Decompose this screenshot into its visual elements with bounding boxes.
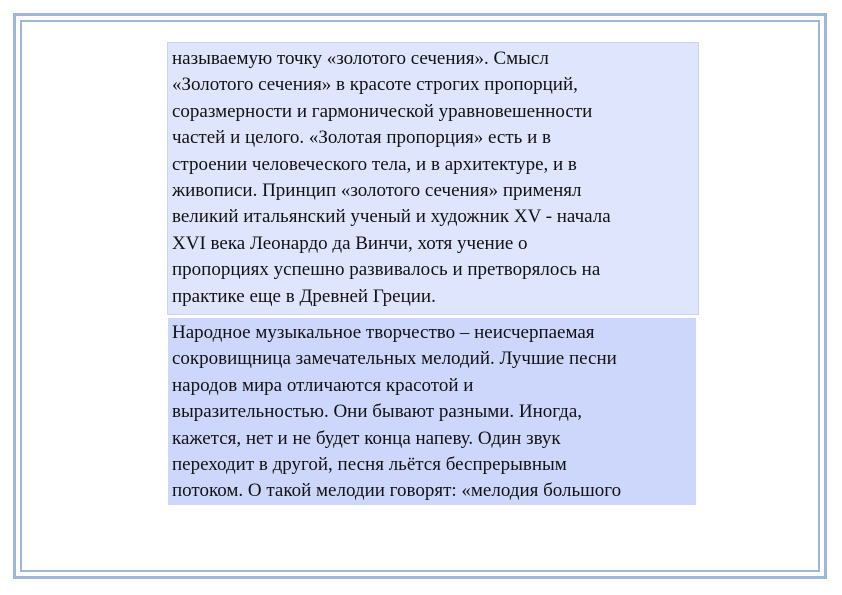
text-line: практике еще в Древней Греции. xyxy=(172,285,436,307)
text-line: XVI века Леонардо да Винчи, хотя учение о xyxy=(172,232,528,254)
text-line: Народное музыкальное творчество – неисчерпаемая xyxy=(172,322,595,343)
text-line: пропорциях успешно развивалось и претворялось на xyxy=(172,259,601,281)
text-box-golden-ratio[interactable] xyxy=(167,42,699,315)
text-line: великий итальянский ученый и художник XV - начала xyxy=(172,206,611,228)
text-line: называемую точку «золотого сечения». Смысл xyxy=(172,48,549,69)
text-line: кажется, нет и не будет конца напеву. Один звук xyxy=(172,427,561,449)
text-line: живописи. Принцип «золотого сечения» применял xyxy=(172,180,582,202)
text-line: выразительностью. Они бывают разными. Иногда, xyxy=(172,401,583,423)
text-line: потоком. О такой мелодии говорят: «мелодия большого xyxy=(172,480,622,502)
text-line: строении человеческого тела, и в архитектуре, и в xyxy=(172,153,577,175)
text-line: соразмерности и гармонической уравновешенности xyxy=(172,100,593,122)
text-line: сокровищница замечательных мелодий. Лучшие песни xyxy=(172,348,617,370)
text-box-folk-music[interactable] xyxy=(168,318,696,505)
text-line: переходит в другой, песня льётся беспрерывным xyxy=(172,454,567,476)
text-line: народов мира отличаются красотой и xyxy=(172,374,474,396)
text-line: «Золотого сечения» в красоте строгих пропорций, xyxy=(172,74,578,96)
text-line: частей и целого. «Золотая пропорция» есть и в xyxy=(172,127,551,149)
